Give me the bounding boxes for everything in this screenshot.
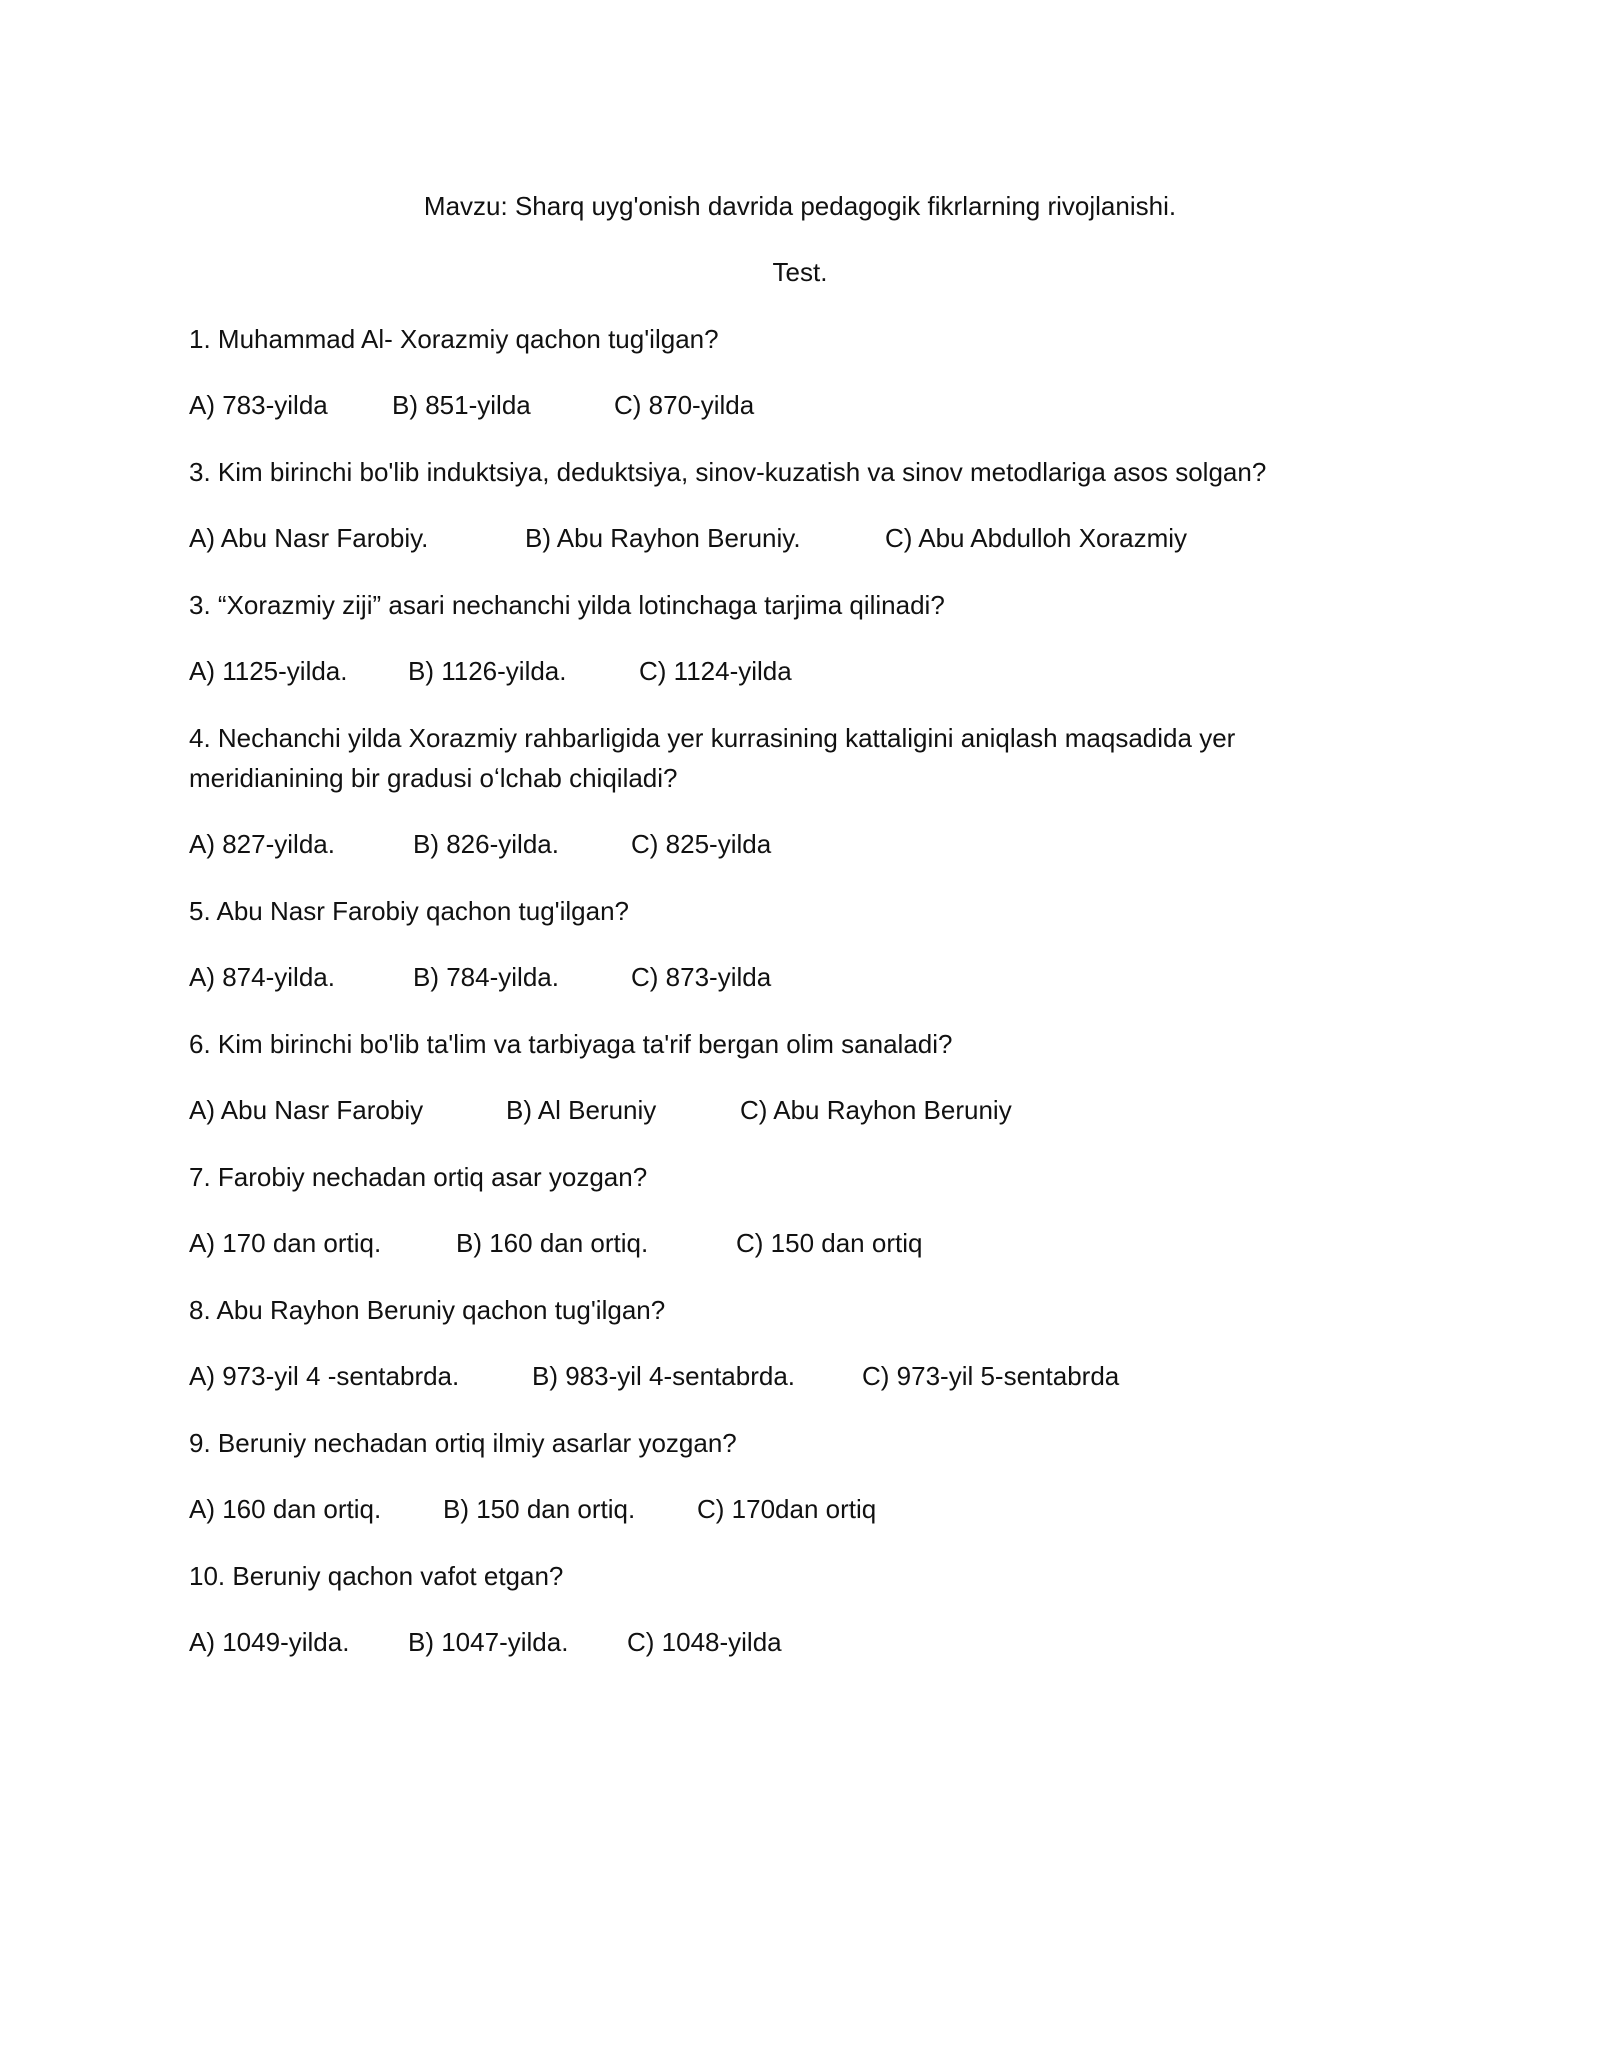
- option-c: C) 870-yilda: [614, 390, 755, 420]
- option-b: B) 1126-yilda.: [408, 656, 567, 686]
- question-6: 6. Kim birinchi bo'lib ta'lim va tarbiyaga ta'rif bergan olim sanaladi?: [189, 1029, 953, 1059]
- question-8: 8. Abu Rayhon Beruniy qachon tug'ilgan?: [189, 1295, 666, 1325]
- option-a: A) 1125-yilda.: [189, 656, 348, 686]
- option-a: A) Abu Nasr Farobiy: [189, 1095, 424, 1125]
- option-c: C) 1124-yilda: [639, 656, 792, 686]
- option-c: C) 825-yilda: [631, 829, 772, 859]
- option-c: C) Abu Abdulloh Xorazmiy: [885, 523, 1188, 553]
- question-7: 7. Farobiy nechadan ortiq asar yozgan?: [189, 1162, 648, 1192]
- question-4: 4. Nechanchi yilda Xorazmiy rahbarligida yer kurrasining kattaligini aniqlash maqsadida yer meridianining bir gradusi oʻlchab chiqiladi?: [189, 723, 1236, 793]
- option-a: A) 160 dan ortiq.: [189, 1494, 382, 1524]
- option-b: B) 784-yilda.: [413, 962, 559, 992]
- option-a: A) 170 dan ortiq.: [189, 1228, 382, 1258]
- option-b: B) Abu Rayhon Beruniy.: [525, 523, 801, 553]
- option-b: B) 160 dan ortiq.: [456, 1228, 649, 1258]
- option-a: A) 783-yilda: [189, 390, 328, 420]
- option-b: B) Al Beruniy: [506, 1095, 657, 1125]
- option-a: A) 1049-yilda.: [189, 1627, 350, 1657]
- test-label: Test.: [772, 257, 828, 287]
- option-c: C) 170dan ortiq: [697, 1494, 877, 1524]
- option-c: C) 873-yilda: [631, 962, 772, 992]
- option-b: B) 1047-yilda.: [408, 1627, 569, 1657]
- question-5: 5. Abu Nasr Farobiy qachon tug'ilgan?: [189, 896, 630, 926]
- option-b: B) 851-yilda: [392, 390, 531, 420]
- option-a: A) 827-yilda.: [189, 829, 335, 859]
- option-c: C) 150 dan ortiq: [736, 1228, 923, 1258]
- option-b: B) 983-yil 4-sentabrda.: [532, 1361, 796, 1391]
- question-3: 3. “Xorazmiy ziji” asari nechanchi yilda lotinchaga tarjima qilinadi?: [189, 590, 945, 620]
- question-9: 9. Beruniy nechadan ortiq ilmiy asarlar yozgan?: [189, 1428, 737, 1458]
- topic-heading: Mavzu: Sharq uyg'onish davrida pedagogik fikrlarning rivojlanishi.: [423, 191, 1177, 221]
- option-a: A) Abu Nasr Farobiy.: [189, 523, 429, 553]
- option-b: B) 150 dan ortiq.: [443, 1494, 636, 1524]
- option-a: A) 874-yilda.: [189, 962, 335, 992]
- option-a: A) 973-yil 4 -sentabrda.: [189, 1361, 460, 1391]
- question-1: 1. Muhammad Al- Xorazmiy qachon tug'ilgan?: [189, 324, 719, 354]
- option-c: C) 1048-yilda: [627, 1627, 782, 1657]
- option-c: C) 973-yil 5-sentabrda: [862, 1361, 1120, 1391]
- option-b: B) 826-yilda.: [413, 829, 559, 859]
- option-c: C) Abu Rayhon Beruniy: [740, 1095, 1012, 1125]
- question-2: 3. Kim birinchi bo'lib induktsiya, deduktsiya, sinov-kuzatish va sinov metodlariga asos solgan?: [189, 457, 1267, 487]
- question-10: 10. Beruniy qachon vafot etgan?: [189, 1561, 564, 1591]
